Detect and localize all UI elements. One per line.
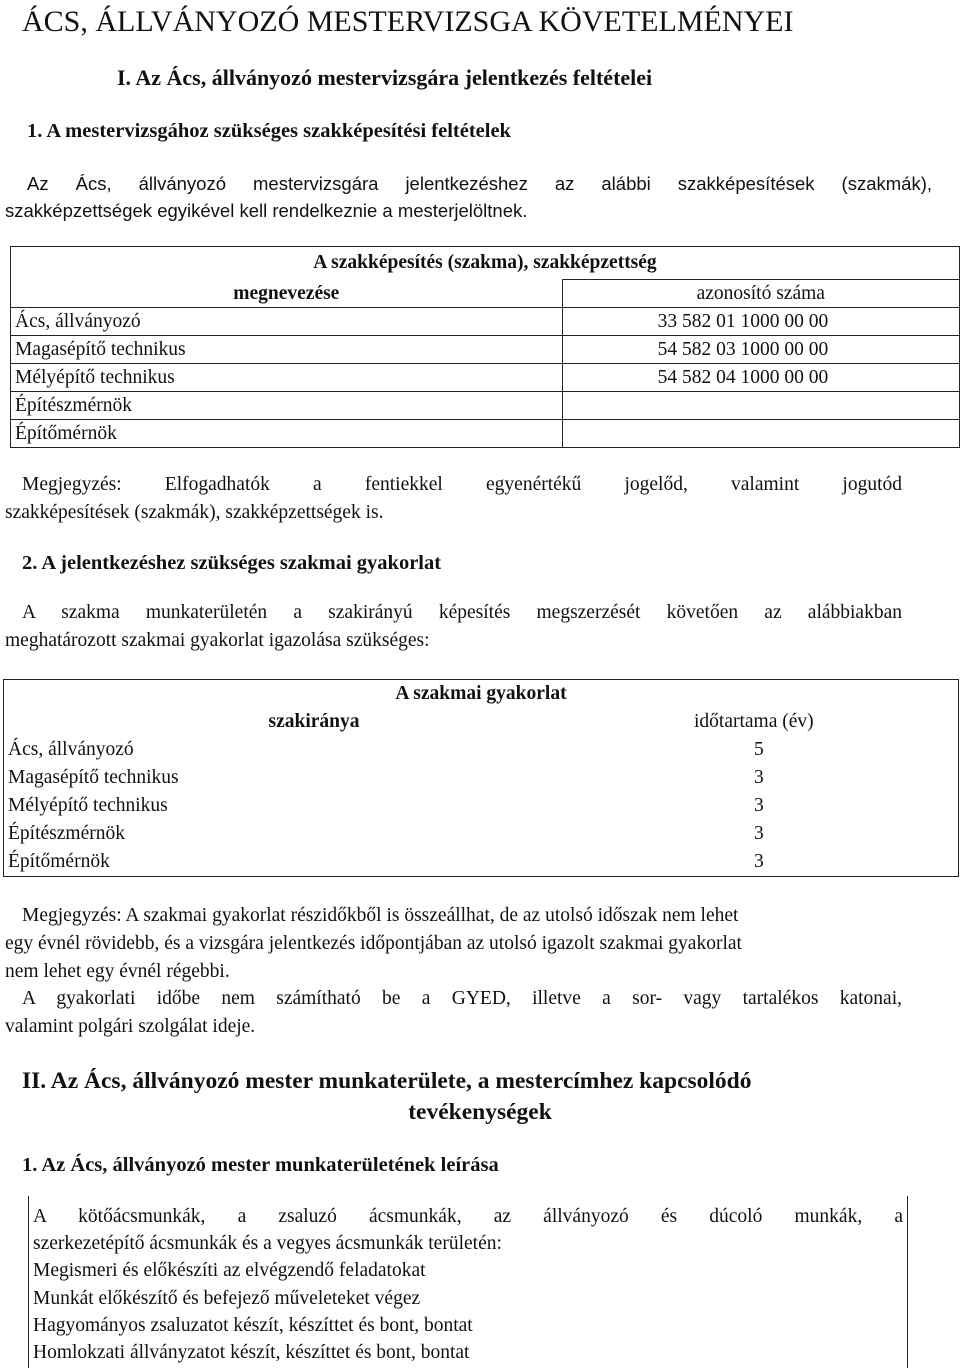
practice-table-header-top [4, 680, 959, 709]
practice-direction: Mélyépítő technikus [8, 795, 168, 816]
table-row [11, 392, 960, 420]
practice-col-duration-header: időtartama (év) [694, 711, 814, 732]
qualification-name: Építőmérnök [11, 420, 563, 448]
list-item: Homlokzati állványzatot készít, készíttet és bont, bontat [33, 1342, 470, 1363]
note-1-line-1 [22, 471, 902, 499]
practice-intro-line-2: meghatározott szakmai gyakorlat igazolása szükséges: [5, 630, 430, 651]
qualification-name: Mélyépítő technikus [11, 364, 563, 392]
list-item: Munkát előkészítő és befejező műveleteket végez [33, 1288, 421, 1309]
qualification-table-header [11, 280, 960, 308]
practice-years: 5 [754, 739, 764, 760]
qualification-id [562, 420, 959, 448]
note-3-line-2: valamint polgári szolgálat ideje. [5, 1016, 256, 1037]
qualification-id: 33 582 01 1000 00 00 [562, 308, 959, 336]
note-2-line-2: egy évnél rövidebb, és a vizsgára jelentkezés időpontjában az utolsó igazolt szakmai gyakorlat [5, 933, 742, 954]
section-1-heading: I. Az Ács, állványozó mestervizsgára jelentkezés feltételei [117, 65, 653, 90]
intro-line-1 [27, 170, 932, 197]
work-intro-line-2: szerkezetépítő ácsmunkák és a vegyes ácsmunkák területén: [33, 1233, 502, 1254]
practice-direction: Építőmérnök [8, 851, 110, 872]
work-intro-line-1 [33, 1203, 903, 1231]
table-row [4, 820, 959, 848]
subsection-2-1-heading: 1. Az Ács, állványozó mester munkaterületének leírása [22, 1154, 499, 1176]
work-intro-text-1: A kötőácsmunkák, a zsaluzó ácsmunkák, az állványozó és dúcoló munkák, a [33, 1206, 903, 1227]
qualification-table-header-top [11, 247, 960, 280]
qualification-name: Ács, állványozó [11, 308, 563, 336]
qualification-id [562, 392, 959, 420]
qualification-name: Építészmérnök [11, 392, 563, 420]
practice-table [3, 679, 959, 877]
subsection-1-2-heading: 2. A jelentkezéshez szükséges szakmai gyakorlat [22, 552, 442, 574]
intro-text-1a: Az Ács, állványozó mestervizsgára jelentkezéshez az alábbi szakképesítések (szakmák), [27, 173, 932, 194]
section-2-heading-line-1: II. Az Ács, állványozó mester munkaterülete, a mestercímhez kapcsolódó [22, 1068, 752, 1094]
table-row [11, 420, 960, 448]
table-row [4, 792, 959, 820]
note-1-line-2: szakképesítések (szakmák), szakképzettségek is. [5, 502, 384, 523]
subsection-1-1-heading: 1. A mestervizsgához szükséges szakképesítési feltételek [27, 120, 511, 142]
list-item: Hagyományos zsaluzatot készít, készíttet és bont, bontat [33, 1315, 473, 1336]
table-row [4, 736, 959, 764]
practice-years: 3 [754, 823, 764, 844]
note-2-line-3: nem lehet egy évnél régebbi. [5, 961, 230, 982]
practice-intro-line-1 [22, 599, 902, 627]
table-row [11, 308, 960, 336]
table-row [11, 364, 960, 392]
practice-direction: Magasépítő technikus [8, 767, 179, 788]
practice-col-direction-header: szakiránya [268, 711, 360, 732]
section-2-heading-line-2: tevékenységek [408, 1099, 552, 1125]
practice-table-header [4, 708, 959, 736]
qualification-id: 54 582 04 1000 00 00 [562, 364, 959, 392]
list-item: Megismeri és előkészíti az elvégzendő feladatokat [33, 1260, 426, 1281]
page-title: ÁCS, ÁLLVÁNYOZÓ MESTERVIZSGA KÖVETELMÉNYEI [22, 5, 794, 38]
note-3-text-1: A gyakorlati időbe nem számítható be a GYED, illetve a sor- vagy tartalékos katonai, [22, 988, 902, 1009]
practice-years: 3 [754, 851, 764, 872]
practice-intro-text-1: A szakma munkaterületén a szakirányú képesítés megszerzését követően az alábbiakban [22, 602, 902, 623]
qualification-id: 54 582 03 1000 00 00 [562, 336, 959, 364]
practice-direction: Ács, állványozó [8, 739, 134, 760]
table-row [4, 764, 959, 792]
practice-table-title: A szakmai gyakorlat [395, 683, 567, 704]
table-row [4, 848, 959, 877]
note-3-line-1 [22, 985, 902, 1013]
qualification-table [10, 246, 960, 448]
practice-years: 3 [754, 767, 764, 788]
practice-direction: Építészmérnök [8, 823, 125, 844]
qualification-name: Magasépítő technikus [11, 336, 563, 364]
intro-line-2: szakképzettségek egyikével kell rendelkeznie a mesterjelöltnek. [5, 200, 528, 221]
practice-years: 3 [754, 795, 764, 816]
qualification-col-id-header: azonosító száma [562, 280, 959, 308]
qualification-col-name-header: megnevezése [11, 280, 563, 308]
note-2-line-1: Megjegyzés: A szakmai gyakorlat részidőkből is összeállhat, de az utolsó időszak nem lehet [22, 905, 739, 926]
qualification-table-title: A szakképesítés (szakma), szakképzettség [11, 247, 960, 280]
note-1-text-1: Megjegyzés: Elfogadhatók a fentiekkel egyenértékű jogelőd, valamint jogutód [22, 474, 902, 495]
table-row [11, 336, 960, 364]
